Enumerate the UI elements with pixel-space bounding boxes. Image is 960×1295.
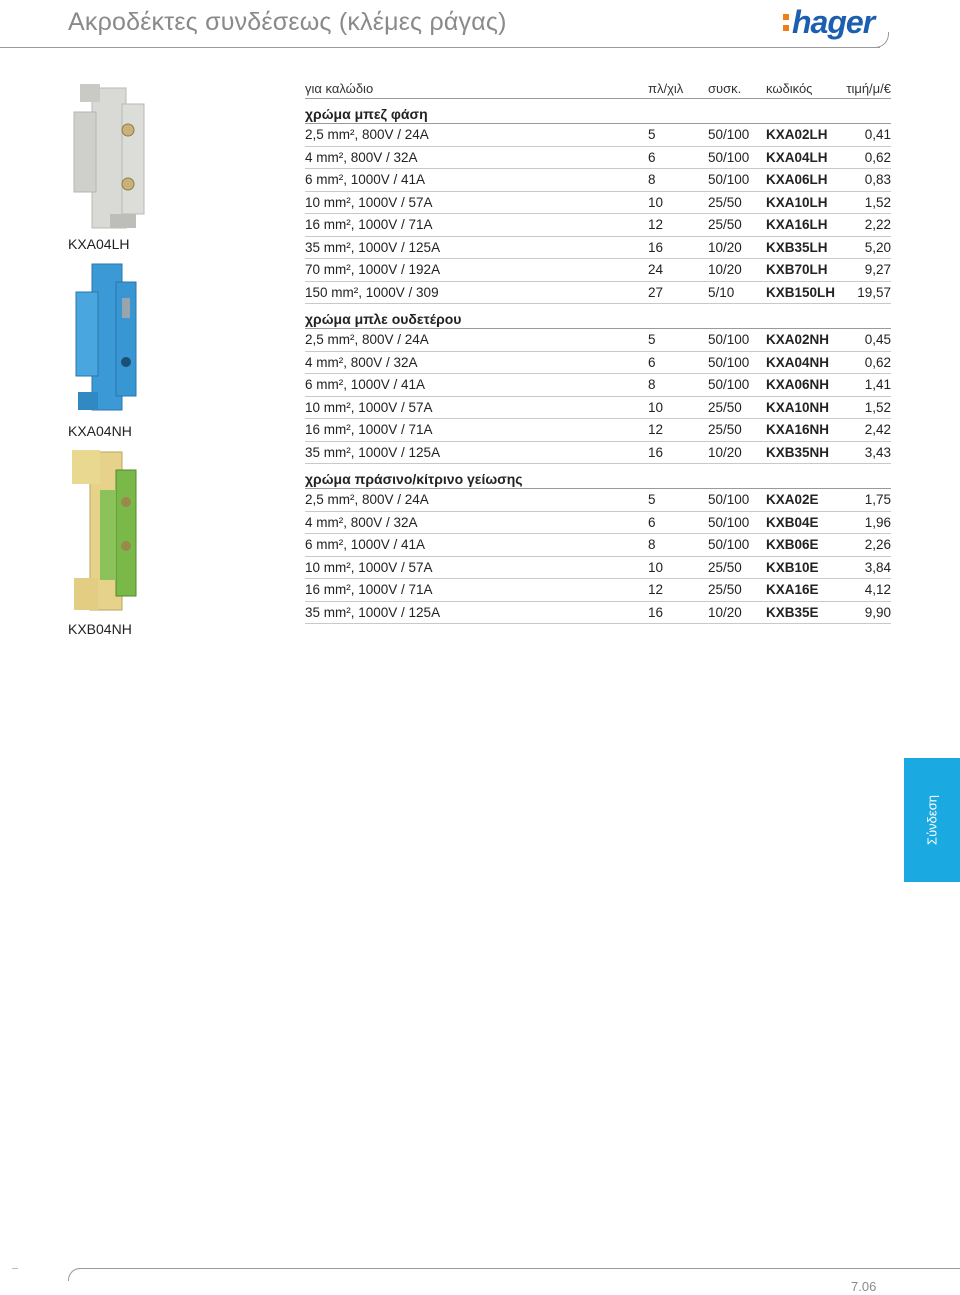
cell-code: KXA16LH xyxy=(766,217,828,232)
cell-cable: 16 mm², 1000V / 71A xyxy=(305,217,433,232)
cell-cable: 2,5 mm², 800V / 24A xyxy=(305,492,429,507)
table-row xyxy=(305,282,891,305)
section-tab-label: Σύνδεση xyxy=(924,795,940,845)
logo-text: hager xyxy=(792,3,875,40)
cell-price: 1,52 xyxy=(864,194,891,210)
cell-price: 1,96 xyxy=(864,514,891,530)
table-row xyxy=(305,419,891,442)
cell-price: 9,90 xyxy=(864,604,891,620)
table-row xyxy=(305,602,891,625)
header-width: πλ/χιλ xyxy=(648,81,684,96)
cell-code: KXB04E xyxy=(766,514,819,530)
cell-price: 0,41 xyxy=(864,127,891,142)
cell-cable: 6 mm², 1000V / 41A xyxy=(305,537,426,552)
cell-width: 6 xyxy=(648,354,656,370)
cell-cable: 4 mm², 800V / 32A xyxy=(305,514,418,530)
table-row xyxy=(305,124,891,147)
cell-price: 2,26 xyxy=(864,537,891,552)
cell-cable: 16 mm², 1000V / 71A xyxy=(305,582,433,597)
cell-width: 8 xyxy=(648,537,656,552)
cell-price: 3,43 xyxy=(864,444,891,460)
cell-width: 5 xyxy=(648,127,656,142)
cell-code: KXA04LH xyxy=(766,149,828,165)
cell-width: 16 xyxy=(648,444,664,460)
cell-price: 0,62 xyxy=(864,149,891,165)
crop-mark xyxy=(12,1268,18,1269)
cell-width: 6 xyxy=(648,149,656,165)
product-table xyxy=(305,79,891,624)
header-price: τιμή/μ/€ xyxy=(846,81,891,96)
cell-pack: 50/100 xyxy=(708,149,750,165)
cell-code: KXA16E xyxy=(766,582,819,597)
cell-cable: 2,5 mm², 800V / 24A xyxy=(305,127,429,142)
table-row xyxy=(305,169,891,192)
cell-pack: 50/100 xyxy=(708,492,750,507)
cell-code: KXA02NH xyxy=(766,332,830,347)
footer-divider xyxy=(78,1268,960,1269)
cell-code: KXA16NH xyxy=(766,422,830,437)
footer-divider-curve xyxy=(68,1268,81,1281)
cell-pack: 50/100 xyxy=(708,127,750,142)
cell-pack: 25/50 xyxy=(708,559,742,575)
cell-price: 1,52 xyxy=(864,399,891,415)
cell-cable: 10 mm², 1000V / 57A xyxy=(305,399,433,415)
table-row xyxy=(305,214,891,237)
table-row xyxy=(305,442,891,465)
cell-price: 2,42 xyxy=(864,422,891,437)
cell-price: 0,45 xyxy=(864,332,891,347)
cell-code: KXA10NH xyxy=(766,399,830,415)
cell-pack: 50/100 xyxy=(708,354,750,370)
cell-price: 5,20 xyxy=(864,239,891,255)
cell-code: KXA06LH xyxy=(766,172,828,187)
cell-pack: 5/10 xyxy=(708,284,735,300)
cell-pack: 10/20 xyxy=(708,604,742,620)
beige-terminal-image xyxy=(70,84,150,232)
cell-width: 6 xyxy=(648,514,656,530)
header-cable: για καλώδιο xyxy=(305,81,374,96)
cell-cable: 4 mm², 800V / 32A xyxy=(305,354,418,370)
table-row xyxy=(305,329,891,352)
product-caption-2: KXA04NH xyxy=(68,423,132,439)
cell-price: 9,27 xyxy=(864,262,891,277)
cell-price: 1,75 xyxy=(864,492,891,507)
cell-cable: 10 mm², 1000V / 57A xyxy=(305,559,433,575)
group-title: χρώμα μπεζ φάση xyxy=(305,99,891,124)
blue-terminal-image xyxy=(72,262,142,414)
cell-width: 12 xyxy=(648,422,664,437)
table-row xyxy=(305,352,891,375)
table-row xyxy=(305,147,891,170)
cell-pack: 25/50 xyxy=(708,422,742,437)
cell-price: 19,57 xyxy=(857,284,891,300)
cell-code: KXB10E xyxy=(766,559,819,575)
cell-cable: 6 mm², 1000V / 41A xyxy=(305,377,426,392)
cell-pack: 25/50 xyxy=(708,582,742,597)
cell-pack: 50/100 xyxy=(708,514,750,530)
cell-width: 27 xyxy=(648,284,664,300)
header-divider-curve xyxy=(872,32,889,48)
cell-code: KXB70LH xyxy=(766,262,828,277)
header-pack: συσκ. xyxy=(708,81,742,96)
cell-code: KXB150LH xyxy=(766,284,836,300)
cell-pack: 50/100 xyxy=(708,332,750,347)
table-row xyxy=(305,192,891,215)
cell-width: 12 xyxy=(648,217,664,232)
header-code: κωδικός xyxy=(766,81,813,96)
cell-pack: 50/100 xyxy=(708,537,750,552)
cell-code: KXA02LH xyxy=(766,127,828,142)
cell-pack: 50/100 xyxy=(708,172,750,187)
table-row xyxy=(305,489,891,512)
cell-pack: 10/20 xyxy=(708,239,742,255)
product-caption-1: KXA04LH xyxy=(68,236,130,252)
cell-width: 8 xyxy=(648,377,656,392)
cell-code: KXA06NH xyxy=(766,377,830,392)
cell-price: 0,62 xyxy=(864,354,891,370)
cell-width: 8 xyxy=(648,172,656,187)
green-yellow-terminal-image xyxy=(70,450,142,614)
logo-mark-icon xyxy=(783,14,789,31)
table-row xyxy=(305,397,891,420)
cell-width: 10 xyxy=(648,194,664,210)
cell-width: 10 xyxy=(648,559,664,575)
group-title: χρώμα μπλε ουδετέρου xyxy=(305,304,891,329)
cell-width: 16 xyxy=(648,239,664,255)
cell-pack: 10/20 xyxy=(708,444,742,460)
cell-price: 0,83 xyxy=(864,172,891,187)
cell-width: 10 xyxy=(648,399,664,415)
cell-width: 12 xyxy=(648,582,664,597)
cell-cable: 10 mm², 1000V / 57A xyxy=(305,194,433,210)
cell-width: 16 xyxy=(648,604,664,620)
cell-cable: 35 mm², 1000V / 125A xyxy=(305,604,441,620)
page-number: 7.06 xyxy=(851,1279,877,1294)
cell-pack: 10/20 xyxy=(708,262,742,277)
cell-code: KXB35NH xyxy=(766,444,830,460)
cell-cable: 150 mm², 1000V / 309 xyxy=(305,284,439,300)
cell-cable: 2,5 mm², 800V / 24A xyxy=(305,332,429,347)
table-row xyxy=(305,374,891,397)
cell-width: 5 xyxy=(648,492,656,507)
cell-width: 5 xyxy=(648,332,656,347)
cell-cable: 35 mm², 1000V / 125A xyxy=(305,444,441,460)
cell-price: 3,84 xyxy=(864,559,891,575)
table-header-row xyxy=(305,79,891,99)
cell-code: KXB35LH xyxy=(766,239,828,255)
table-row xyxy=(305,557,891,580)
cell-price: 1,41 xyxy=(864,377,891,392)
table-row xyxy=(305,534,891,557)
table-row xyxy=(305,512,891,535)
page-title: Ακροδέκτες συνδέσεως (κλέμες ράγας) xyxy=(68,8,507,36)
cell-pack: 25/50 xyxy=(708,399,742,415)
cell-cable: 4 mm², 800V / 32A xyxy=(305,149,418,165)
cell-code: KXB06E xyxy=(766,537,819,552)
cell-price: 4,12 xyxy=(864,582,891,597)
cell-cable: 16 mm², 1000V / 71A xyxy=(305,422,433,437)
cell-cable: 6 mm², 1000V / 41A xyxy=(305,172,426,187)
cell-price: 2,22 xyxy=(864,217,891,232)
cell-code: KXA04NH xyxy=(766,354,830,370)
cell-pack: 25/50 xyxy=(708,194,742,210)
cell-cable: 70 mm², 1000V / 192A xyxy=(305,262,441,277)
section-tab[interactable] xyxy=(904,758,960,882)
cell-pack: 50/100 xyxy=(708,377,750,392)
cell-code: KXA02E xyxy=(766,492,819,507)
cell-code: KXA10LH xyxy=(766,194,828,210)
group-title: χρώμα πράσινο/κίτρινο γείωσης xyxy=(305,464,891,489)
hager-logo xyxy=(783,2,874,42)
table-row xyxy=(305,579,891,602)
header-divider xyxy=(0,47,880,48)
cell-pack: 25/50 xyxy=(708,217,742,232)
cell-code: KXB35E xyxy=(766,604,819,620)
cell-width: 24 xyxy=(648,262,664,277)
cell-cable: 35 mm², 1000V / 125A xyxy=(305,239,441,255)
table-row xyxy=(305,259,891,282)
product-caption-3: KXB04NH xyxy=(68,621,132,637)
table-row xyxy=(305,237,891,260)
